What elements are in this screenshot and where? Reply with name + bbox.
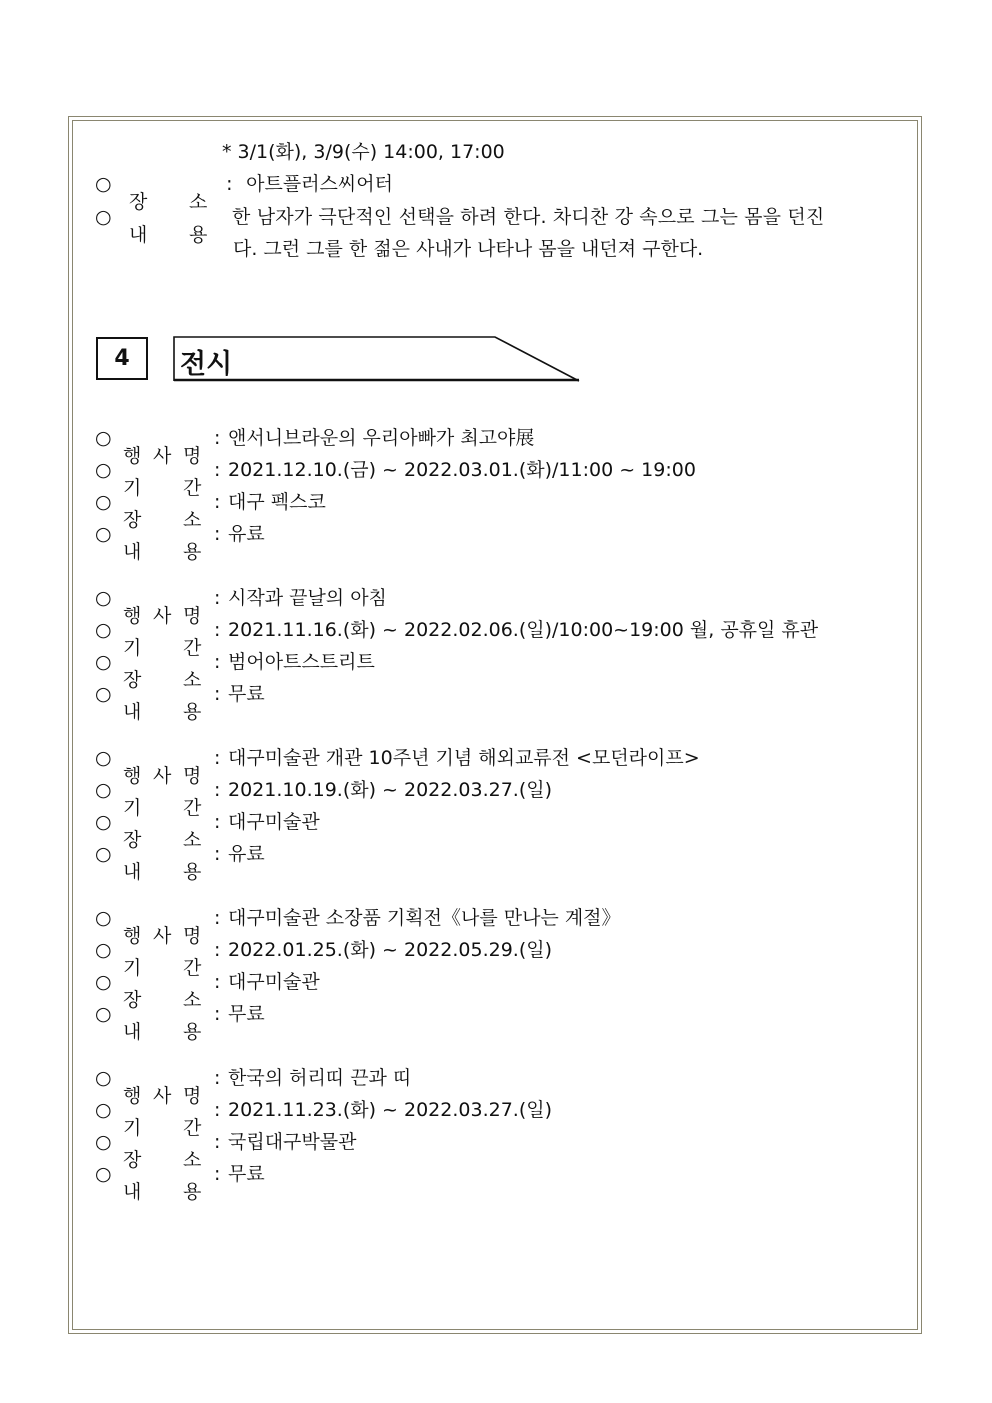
bullet-circle: ○ — [95, 1003, 112, 1025]
event-content-value: 무료 — [228, 1163, 265, 1185]
event-place-row: ○ 장 소 : 대구미술관 — [95, 971, 320, 1011]
colon: : — [214, 587, 221, 609]
bullet-circle: ○ — [95, 747, 112, 769]
colon: : — [214, 907, 221, 929]
event-name-value: 앤서니브라운의 우리아빠가 최고야展 — [228, 427, 535, 449]
event-place-row: ○ 장 소 : 대구미술관 — [95, 811, 320, 851]
top-event-content-row: ○ 내 용 — [95, 206, 208, 246]
bullet-circle: ○ — [95, 939, 112, 961]
colon: : — [226, 173, 233, 195]
event-period-row: ○ 기 간 : 2021.10.19.(화) ~ 2022.03.27.(일) — [95, 779, 553, 819]
colon: : — [214, 427, 221, 449]
event-content-value: 유료 — [228, 843, 265, 865]
colon: : — [214, 1003, 221, 1025]
event-place-value: 대구미술관 — [228, 971, 320, 993]
event-name-row: ○ 행 사 명 : 대구미술관 소장품 기획전《나를 만나는 계절》 — [95, 907, 621, 947]
bullet-circle: ○ — [95, 1067, 112, 1089]
bullet-circle: ○ — [95, 651, 112, 673]
bullet-circle: ○ — [95, 811, 112, 833]
event-period-row: ○ 기 간 : 2021.12.10.(금) ~ 2022.03.01.(화)/11:00 ~ 19:00 — [95, 459, 696, 499]
bullet-circle: ○ — [95, 683, 112, 705]
colon: : — [214, 523, 221, 545]
bullet-circle: ○ — [95, 619, 112, 641]
event-content-row: ○ 내 용 : 무료 — [95, 683, 265, 723]
section-title: 전시 — [180, 349, 233, 380]
colon: : — [214, 811, 221, 833]
bullet-circle: ○ — [95, 587, 112, 609]
event-content-row: ○ 내 용 : 무료 — [95, 1003, 265, 1043]
event-content-value: 무료 — [228, 683, 265, 705]
colon: : — [214, 619, 221, 641]
colon: : — [214, 843, 221, 865]
bullet-circle: ○ — [95, 173, 112, 195]
event-name-value: 한국의 허리띠 끈과 띠 — [228, 1067, 412, 1089]
event-name-value: 대구미술관 개관 10주년 기념 해외교류전 <모던라이프> — [228, 747, 700, 769]
top-event-place-value: 아트플러스씨어터 — [246, 173, 393, 195]
event-place-value: 범어아트스트리트 — [228, 651, 375, 673]
event-period-row: ○ 기 간 : 2022.01.25.(화) ~ 2022.05.29.(일) — [95, 939, 553, 979]
bullet-circle: ○ — [95, 907, 112, 929]
event-place-value: 대구 펙스코 — [228, 491, 326, 513]
bullet-circle: ○ — [95, 843, 112, 865]
section-number-box — [96, 337, 148, 380]
top-event-place-row: ○ 장 소 : 아트플러스씨어터 — [95, 173, 393, 213]
event-period-value: 2021.12.10.(금) ~ 2022.03.01.(화)/11:00 ~ 19:00 — [228, 459, 696, 481]
colon: : — [214, 1131, 221, 1153]
colon: : — [214, 971, 221, 993]
section-number: 4 — [114, 346, 130, 371]
event-place-value: 대구미술관 — [228, 811, 320, 833]
event-content-value: 무료 — [228, 1003, 265, 1025]
bullet-circle: ○ — [95, 206, 112, 228]
event-period-value: 2021.10.19.(화) ~ 2022.03.27.(일) — [228, 779, 553, 801]
section-title-tab — [173, 336, 583, 382]
event-content-row: ○ 내 용 : 무료 — [95, 1163, 265, 1203]
event-name-value: 시작과 끝날의 아침 — [228, 587, 387, 609]
bullet-circle: ○ — [95, 1163, 112, 1185]
event-content-row: ○ 내 용 : 유료 — [95, 843, 265, 883]
event-period-row: ○ 기 간 : 2021.11.23.(화) ~ 2022.03.27.(일) — [95, 1099, 553, 1139]
colon: : — [214, 491, 221, 513]
colon: : — [214, 459, 221, 481]
event-name-value: 대구미술관 소장품 기획전《나를 만나는 계절》 — [228, 907, 621, 929]
bullet-circle: ○ — [95, 971, 112, 993]
event-place-row: ○ 장 소 : 대구 펙스코 — [95, 491, 326, 531]
colon: : — [214, 1163, 221, 1185]
top-event-content-line2: 다. 그런 그를 한 젊은 사내가 나타나 몸을 내던져 구한다. — [233, 238, 704, 260]
event-content-row: ○ 내 용 : 유료 — [95, 523, 265, 563]
schedule-note: * 3/1(화), 3/9(수) 14:00, 17:00 — [222, 141, 505, 163]
event-period-value: 2022.01.25.(화) ~ 2022.05.29.(일) — [228, 939, 553, 961]
event-period-value: 2021.11.16.(화) ~ 2022.02.06.(일)/10:00~19:00 월, 공휴일 휴관 — [228, 619, 819, 641]
event-place-row: ○ 장 소 : 범어아트스트리트 — [95, 651, 375, 691]
event-period-value: 2021.11.23.(화) ~ 2022.03.27.(일) — [228, 1099, 553, 1121]
colon: : — [214, 1067, 221, 1089]
top-event-content-line1: 한 남자가 극단적인 선택을 하려 한다. 차디찬 강 속으로 그는 몸을 던진 — [232, 206, 825, 228]
event-place-value: 국립대구박물관 — [228, 1131, 357, 1153]
colon: : — [214, 683, 221, 705]
bullet-circle: ○ — [95, 459, 112, 481]
event-name-row: ○ 행 사 명 : 대구미술관 개관 10주년 기념 해외교류전 <모던라이프> — [95, 747, 700, 787]
event-name-row: ○ 행 사 명 : 시작과 끝날의 아침 — [95, 587, 387, 627]
bullet-circle: ○ — [95, 523, 112, 545]
bullet-circle: ○ — [95, 427, 112, 449]
bullet-circle: ○ — [95, 1099, 112, 1121]
event-name-row: ○ 행 사 명 : 앤서니브라운의 우리아빠가 최고야展 — [95, 427, 535, 467]
colon: : — [214, 747, 221, 769]
colon: : — [214, 939, 221, 961]
bullet-circle: ○ — [95, 491, 112, 513]
colon: : — [214, 779, 221, 801]
event-period-row: ○ 기 간 : 2021.11.16.(화) ~ 2022.02.06.(일)/10:00~19:00 월, 공휴일 휴관 — [95, 619, 819, 659]
bullet-circle: ○ — [95, 779, 112, 801]
colon: : — [214, 651, 221, 673]
event-place-row: ○ 장 소 : 국립대구박물관 — [95, 1131, 357, 1171]
bullet-circle: ○ — [95, 1131, 112, 1153]
event-name-row: ○ 행 사 명 : 한국의 허리띠 끈과 띠 — [95, 1067, 412, 1107]
event-content-value: 유료 — [228, 523, 265, 545]
colon: : — [214, 1099, 221, 1121]
